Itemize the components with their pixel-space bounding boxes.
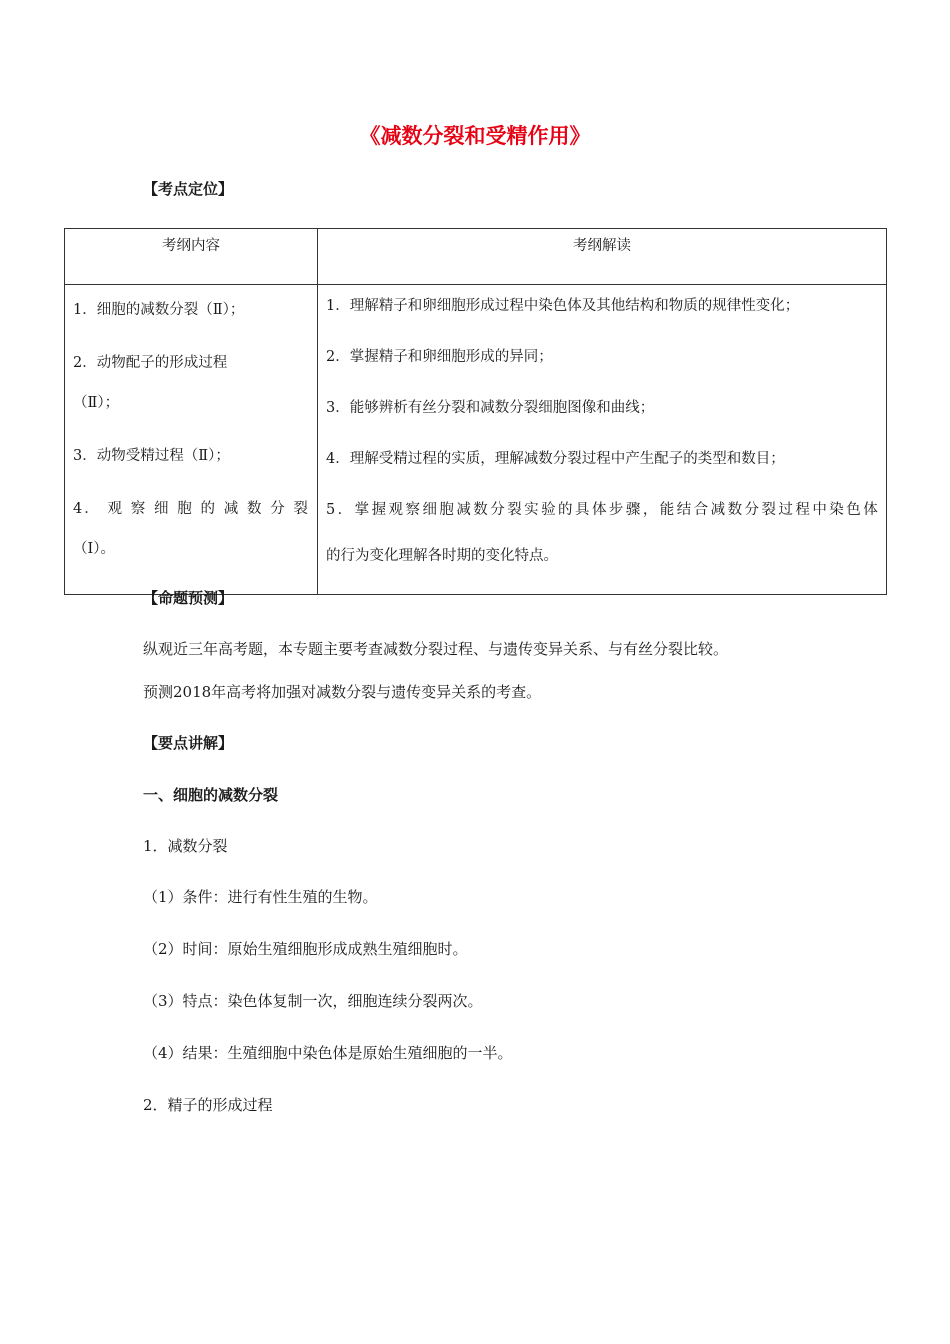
interpretation-item: 4．理解受精过程的实质，理解减数分裂过程中产生配子的类型和数目； [326,451,785,467]
syllabus-content-cell [65,285,318,595]
prediction-paragraph-1: 纵观近三年高考题，本专题主要考查减数分裂过程、与遗传变异关系、与有丝分裂比较。 [143,640,729,658]
item-meiosis: 1．减数分裂 [143,837,228,855]
interpretation-item: 2．掌握精子和卵细胞形成的异同； [326,349,553,365]
syllabus-table [64,228,887,595]
syllabus-interpretation-cell [318,285,887,595]
sub-item-result: （4）结果：生殖细胞中染色体是原始生殖细胞的一半。 [143,1044,513,1062]
sub-item-condition: （1）条件：进行有性生殖的生物。 [143,888,378,906]
section-heading-kaodian: 【考点定位】 [143,180,234,198]
sub-item-time: （2）时间：原始生殖细胞形成成熟生殖细胞时。 [143,940,468,958]
interpretation-item: 的行为变化理解各时期的变化特点。 [326,548,558,564]
content-item: 2．动物配子的形成过程 [73,355,228,371]
section-heading-yaodian: 【要点讲解】 [143,734,234,752]
section-heading-mingti: 【命题预测】 [143,589,234,607]
content-item: （Ⅰ）。 [73,541,115,557]
content-item: 3．动物受精过程（Ⅱ）； [73,448,230,464]
interpretation-item: 3．能够辨析有丝分裂和减数分裂细胞图像和曲线； [326,400,655,416]
content-item: 4． 观 察 细 胞 的 减 数 分 裂 [73,501,309,517]
table-header-content: 考纲内容 [65,229,318,285]
prediction-paragraph-2: 预测2018年高考将加强对减数分裂与遗传变异关系的考查。 [143,683,542,701]
content-item: 1．细胞的减数分裂（Ⅱ）； [73,302,245,318]
interpretation-item: 5．掌握观察细胞减数分裂实验的具体步骤，能结合减数分裂过程中染色体 [326,502,878,518]
heading-meiosis: 一、细胞的减数分裂 [143,786,279,804]
sub-item-feature: （3）特点：染色体复制一次，细胞连续分裂两次。 [143,992,483,1010]
document-title: 《减数分裂和受精作用》 [359,124,591,148]
item-sperm-formation: 2．精子的形成过程 [143,1096,273,1114]
content-item: （Ⅱ）； [73,395,120,411]
interpretation-item: 1．理解精子和卵细胞形成过程中染色体及其他结构和物质的规律性变化； [326,298,800,314]
table-header-interpretation: 考纲解读 [318,229,887,285]
